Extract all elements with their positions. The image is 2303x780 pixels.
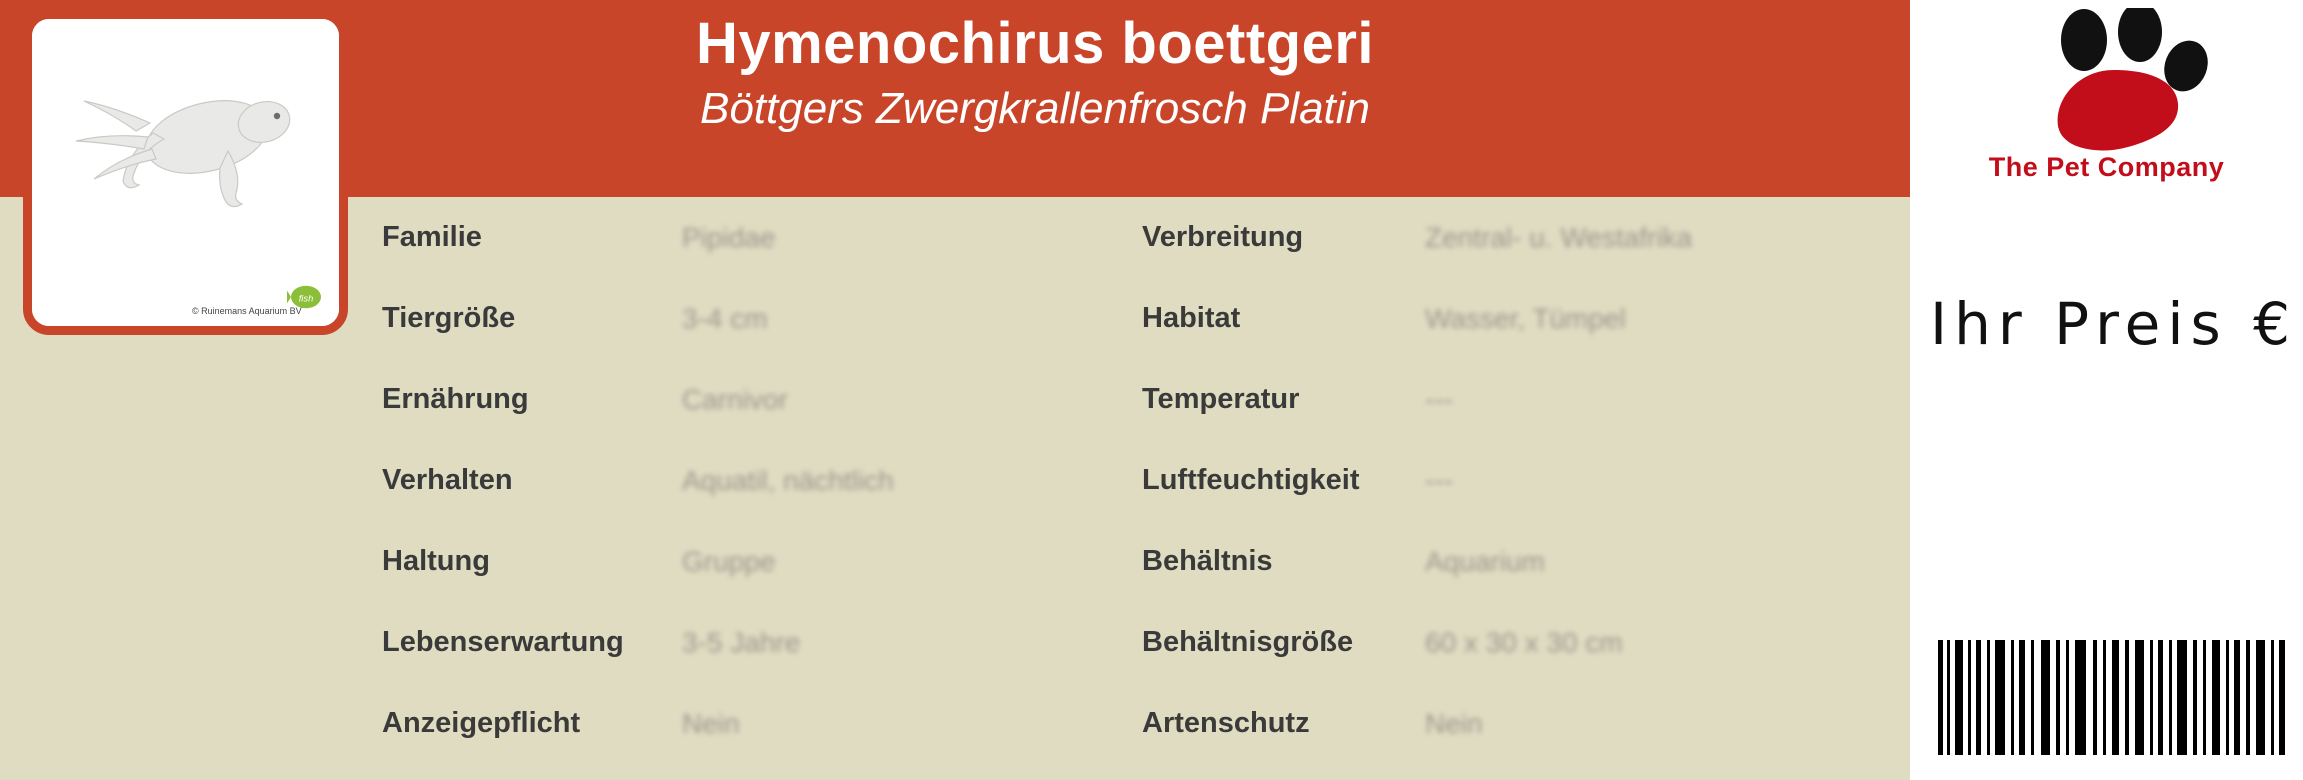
specs-column-left <box>382 197 1142 780</box>
spec-value: Nein <box>682 707 740 739</box>
spec-value: 3-5 Jahre <box>682 626 801 658</box>
spec-value: Pipidae <box>682 221 776 253</box>
table-row <box>1142 521 1882 602</box>
table-row <box>1142 278 1882 359</box>
spec-value: Aquatil, nächtlich <box>682 464 894 496</box>
spec-value: 60 x 30 x 30 cm <box>1425 626 1623 658</box>
spec-label: Tiergröße <box>382 302 516 334</box>
table-row <box>1142 359 1882 440</box>
spec-label: Lebenserwartung <box>382 626 624 658</box>
spec-label: Verbreitung <box>1142 221 1304 253</box>
price-label: Ihr Preis € <box>1930 290 2298 358</box>
spec-label: Ernährung <box>382 383 529 415</box>
spec-value: --- <box>1425 383 1453 415</box>
table-row <box>1142 683 1882 764</box>
price-panel <box>1910 0 2303 780</box>
spec-label: Temperatur <box>1142 383 1300 415</box>
spec-value: Gruppe <box>682 545 776 577</box>
table-row <box>382 278 1142 359</box>
spec-value: Wasser, Tümpel <box>1425 302 1626 334</box>
table-row <box>382 521 1142 602</box>
spec-value: --- <box>1425 464 1453 496</box>
brand-block <box>1910 0 2303 210</box>
scientific-name: Hymenochirus boettgeri <box>695 11 1375 76</box>
spec-value: Nein <box>1425 707 1483 739</box>
spec-value: 3-4 cm <box>682 302 768 334</box>
table-row <box>382 683 1142 764</box>
title-block <box>360 11 1710 136</box>
spec-label: Familie <box>382 221 482 253</box>
common-name: Böttgers Zwergkrallenfrosch Platin <box>699 83 1371 133</box>
specs-table <box>0 197 1910 780</box>
spec-label: Anzeigepflicht <box>382 707 581 739</box>
spec-label: Habitat <box>1142 302 1241 334</box>
specs-column-right <box>1142 197 1882 780</box>
table-row <box>382 602 1142 683</box>
spec-value: Aquarium <box>1425 545 1545 577</box>
table-row <box>382 440 1142 521</box>
spec-value: Zentral- u. Westafrika <box>1425 221 1693 253</box>
paw-print-icon <box>1996 8 2226 158</box>
product-barcode <box>1938 640 2288 755</box>
spec-label: Behältnisgröße <box>1142 626 1354 658</box>
spec-label: Luftfeuchtigkeit <box>1142 464 1360 496</box>
photo-credit: © Ruinemans Aquarium BV <box>192 306 302 316</box>
table-row <box>382 359 1142 440</box>
spec-label: Behältnis <box>1142 545 1273 577</box>
spec-label: Verhalten <box>382 464 513 496</box>
spec-label: Artenschutz <box>1142 707 1310 739</box>
table-row <box>1142 197 1882 278</box>
brand-name: The Pet Company <box>1988 152 2225 182</box>
table-row <box>382 197 1142 278</box>
spec-value: Carnivor <box>682 383 788 415</box>
table-row <box>1142 440 1882 521</box>
table-row <box>1142 602 1882 683</box>
spec-label: Haltung <box>382 545 490 577</box>
svg-text:fish: fish <box>298 293 314 304</box>
